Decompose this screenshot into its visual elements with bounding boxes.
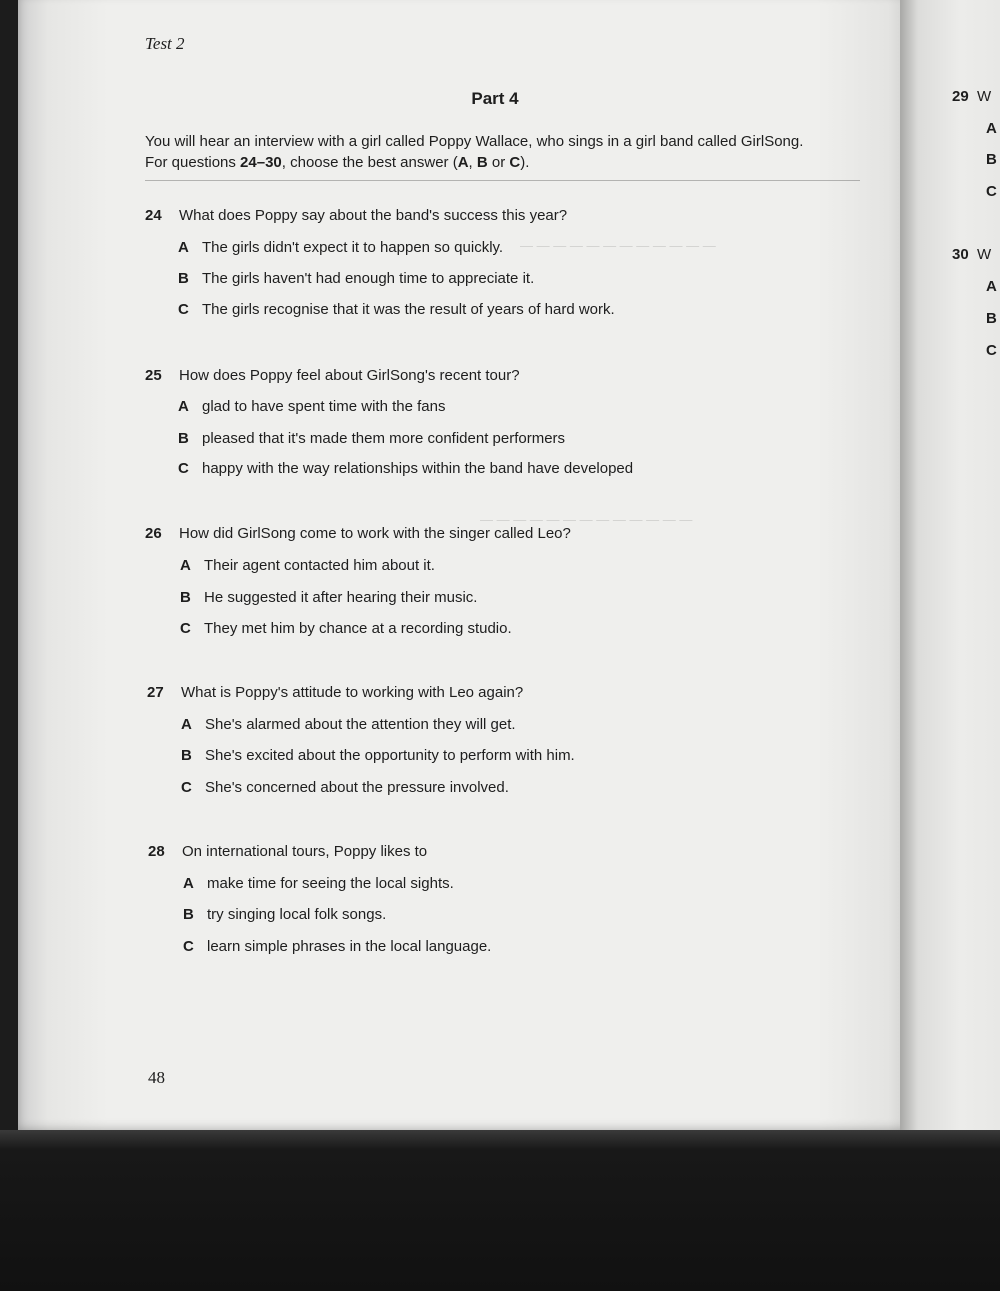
instructions-text: or — [487, 154, 510, 171]
instructions-text: ). — [520, 154, 530, 171]
question-27 — [147, 684, 523, 701]
option-letter: A — [178, 239, 189, 256]
option-letter: B — [178, 430, 189, 447]
option-text: They met him by chance at a recording studio. — [204, 620, 512, 637]
option-27-b[interactable] — [181, 747, 575, 764]
question-number: 24 — [145, 207, 162, 224]
option-letter: C — [178, 301, 189, 318]
option-letter: B — [178, 270, 189, 287]
instructions-text: For questions — [145, 154, 241, 171]
option-24-b[interactable] — [178, 270, 534, 287]
question-text: What is Poppy's attitude to working with Leo again? — [181, 684, 524, 701]
question-number: 29 — [952, 88, 969, 105]
option-26-a[interactable] — [180, 557, 435, 574]
question-number: 30 — [952, 246, 969, 263]
option-26-b[interactable] — [180, 589, 477, 606]
question-24 — [145, 207, 567, 224]
option-28-b[interactable] — [183, 906, 386, 923]
question-range: 24–30 — [240, 154, 282, 171]
option-letter: A — [181, 716, 192, 733]
question-text: How does Poppy feel about GirlSong's recent tour? — [179, 367, 520, 384]
next-page-option-30-b: B — [986, 310, 997, 327]
question-26 — [145, 525, 571, 542]
instructions-text: , choose the best answer ( — [281, 154, 458, 171]
question-number: 28 — [148, 843, 165, 860]
scanner-background — [0, 1130, 1000, 1291]
option-letter-c: C — [509, 154, 521, 171]
option-27-a[interactable] — [181, 716, 516, 733]
option-letter: A — [180, 557, 191, 574]
option-text: happy with the way relationships within the band have developed — [202, 460, 634, 477]
option-letter: C — [178, 460, 189, 477]
next-page-option-29-a: A — [986, 120, 997, 137]
option-letter: B — [183, 906, 194, 923]
question-number: 27 — [147, 684, 164, 701]
option-letter: C — [181, 779, 192, 796]
question-text: How did GirlSong come to work with the singer called Leo? — [179, 525, 571, 542]
next-page-option-30-a: A — [986, 278, 997, 295]
question-28 — [148, 843, 427, 860]
option-text: She's concerned about the pressure involved. — [205, 779, 509, 796]
show-through-text: — — — — — — — — — — — — — [520, 238, 716, 253]
option-28-c[interactable] — [183, 938, 491, 955]
page-number: 48 — [148, 1068, 165, 1087]
instructions-line-1: You will hear an interview with a girl called Poppy Wallace, who sings in a girl band called GirlSong. — [145, 133, 804, 150]
option-letter-a: A — [457, 154, 469, 171]
option-24-a[interactable] — [178, 239, 503, 256]
option-letter-b: B — [476, 154, 488, 171]
option-text: learn simple phrases in the local language. — [207, 938, 492, 955]
option-24-c[interactable] — [178, 301, 615, 318]
option-text: Their agent contacted him about it. — [204, 557, 435, 574]
option-text: pleased that it's made them more confident performers — [202, 430, 566, 447]
option-25-c[interactable] — [178, 460, 633, 477]
option-text: The girls didn't expect it to happen so quickly. — [202, 239, 504, 256]
option-text: He suggested it after hearing their music. — [204, 589, 478, 606]
option-28-a[interactable] — [183, 875, 454, 892]
question-text: On international tours, Poppy likes to — [182, 843, 428, 860]
next-page-option-29-c: C — [986, 183, 997, 200]
option-letter: A — [183, 875, 194, 892]
option-26-c[interactable] — [180, 620, 512, 637]
question-number: 26 — [145, 525, 162, 542]
option-25-a[interactable] — [178, 398, 445, 415]
option-text: The girls recognise that it was the result of years of hard work. — [202, 301, 615, 318]
option-text: She's alarmed about the attention they will get. — [205, 716, 516, 733]
option-letter: C — [183, 938, 194, 955]
part-title: Part 4 — [471, 89, 519, 108]
question-number: 25 — [145, 367, 162, 384]
option-text: glad to have spent time with the fans — [202, 398, 446, 415]
question-25 — [145, 367, 520, 384]
option-text: make time for seeing the local sights. — [207, 875, 454, 892]
question-text-fragment: W — [977, 88, 992, 105]
next-page-option-30-c: C — [986, 342, 997, 359]
instructions-text: , — [468, 154, 477, 171]
next-page-question-29 — [952, 88, 991, 105]
option-25-b[interactable] — [178, 430, 565, 447]
show-through-rule — [145, 180, 860, 181]
question-text-fragment: W — [977, 246, 992, 263]
next-page-question-30 — [952, 246, 991, 263]
option-text: try singing local folk songs. — [207, 906, 387, 923]
instructions — [145, 131, 865, 173]
option-letter: B — [181, 747, 192, 764]
option-letter: B — [180, 589, 191, 606]
question-text: What does Poppy say about the band's success this year? — [179, 207, 568, 224]
right-page-edge — [900, 0, 1000, 1135]
option-27-c[interactable] — [181, 779, 509, 796]
next-page-option-29-b: B — [986, 151, 997, 168]
option-letter: A — [178, 398, 189, 415]
show-through-text: — — — — — — — — — — — — — — [480, 512, 693, 527]
option-text: She's excited about the opportunity to perform with him. — [205, 747, 575, 764]
option-letter: C — [180, 620, 191, 637]
option-text: The girls haven't had enough time to appreciate it. — [202, 270, 535, 287]
running-header: Test 2 — [145, 34, 185, 53]
